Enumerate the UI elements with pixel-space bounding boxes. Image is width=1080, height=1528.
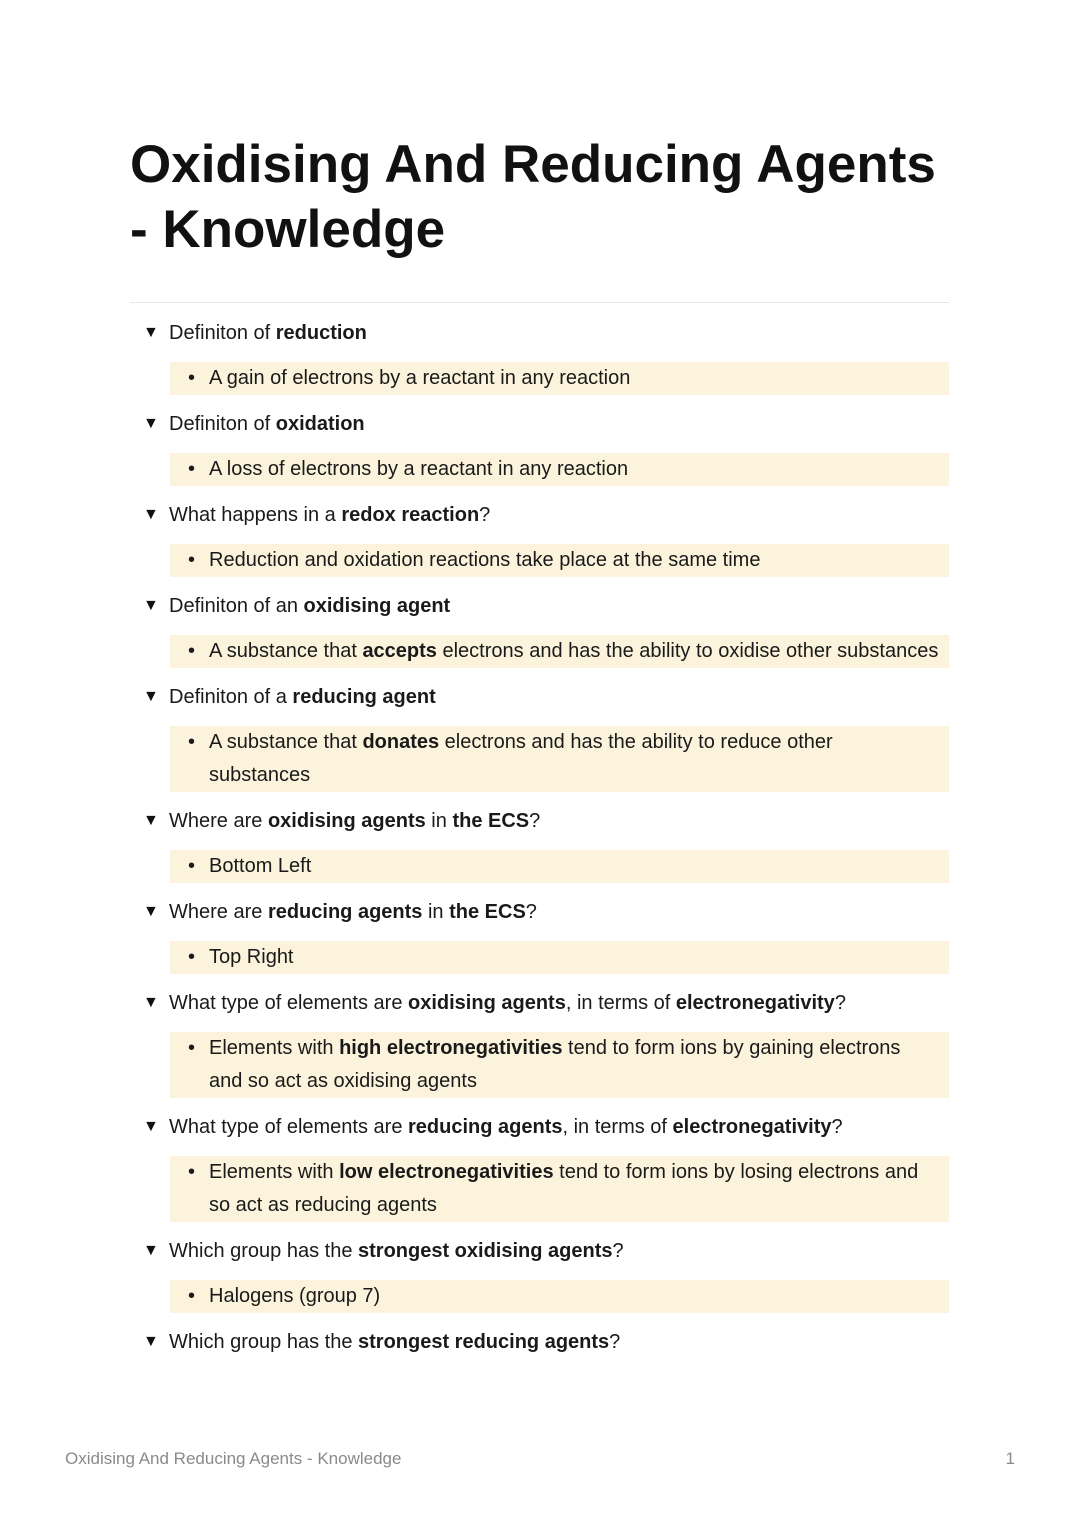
text: ? <box>529 809 541 832</box>
toggle-triangle-icon[interactable]: ▼ <box>143 415 159 432</box>
question-text <box>169 595 450 618</box>
answer-text <box>209 941 294 974</box>
answer-callout <box>170 453 949 486</box>
divider <box>130 302 949 303</box>
bold-text: electronegativity <box>672 1115 832 1138</box>
answer-text <box>209 1280 380 1313</box>
answer-callout <box>170 941 949 974</box>
text: , in terms of <box>562 1115 673 1138</box>
bullet-icon: • <box>188 549 196 571</box>
bold-text: redox reaction <box>341 503 480 526</box>
text: ? <box>479 503 491 526</box>
question-text <box>169 810 540 833</box>
question-text <box>169 992 846 1015</box>
question-text <box>169 413 365 436</box>
bold-text: electronegativity <box>675 991 835 1014</box>
toggle-question[interactable] <box>143 804 949 838</box>
text: Definiton of an <box>169 594 304 617</box>
toggle-question[interactable] <box>143 1110 949 1144</box>
bold-text: oxidation <box>275 412 365 435</box>
question-text <box>169 901 537 924</box>
toggle-triangle-icon[interactable]: ▼ <box>143 1242 159 1259</box>
answer-callout <box>170 1156 949 1222</box>
question-text <box>169 504 490 527</box>
text: Halogens (group 7) <box>209 1285 381 1307</box>
toggle-question[interactable] <box>143 986 949 1020</box>
text: ? <box>831 1115 843 1138</box>
question-text <box>169 1240 624 1263</box>
text: A loss of electrons by a reactant in any reaction <box>209 458 629 480</box>
page-title: Oxidising And Reducing Agents - Knowledge <box>130 135 936 259</box>
text: Top Right <box>209 946 294 968</box>
text: Where are <box>169 900 268 923</box>
text: A substance that <box>209 731 363 753</box>
bold-text: reducing agents <box>267 900 423 923</box>
toggle-question[interactable] <box>143 895 949 929</box>
toggle-triangle-icon[interactable]: ▼ <box>143 812 159 829</box>
bullet-icon: • <box>188 458 196 480</box>
answer-callout <box>170 635 949 668</box>
text: ? <box>834 991 846 1014</box>
answer-callout <box>170 726 949 792</box>
answer-text <box>209 635 938 668</box>
bold-text: reducing agent <box>292 685 436 708</box>
bold-text: accepts <box>362 640 437 662</box>
answer-callout <box>170 1032 949 1098</box>
toggle-list <box>143 316 949 1371</box>
text: Where are <box>169 809 268 832</box>
text: , in terms of <box>565 991 676 1014</box>
answer-text <box>209 1032 939 1098</box>
bold-text: oxidising agent <box>303 594 451 617</box>
text: electrons and has the ability to oxidise other substances <box>436 640 939 662</box>
toggle-question[interactable] <box>143 498 949 532</box>
toggle-triangle-icon[interactable]: ▼ <box>143 1118 159 1135</box>
toggle-triangle-icon[interactable]: ▼ <box>143 506 159 523</box>
text: What type of elements are <box>169 1115 409 1138</box>
text: What type of elements are <box>169 991 409 1014</box>
answer-text <box>209 850 311 883</box>
text: in <box>422 900 450 923</box>
answer-callout <box>170 850 949 883</box>
answer-text <box>209 1156 939 1222</box>
bold-text: strongest oxidising agents <box>358 1239 613 1262</box>
bullet-icon: • <box>188 1037 196 1059</box>
toggle-question[interactable] <box>143 407 949 441</box>
text: Which group has the <box>169 1330 358 1353</box>
footer-title: Oxidising And Reducing Agents - Knowledge <box>65 1449 402 1468</box>
answer-text <box>209 544 760 577</box>
text: Definiton of <box>169 412 276 435</box>
bold-text: strongest reducing agents <box>358 1330 610 1353</box>
toggle-triangle-icon[interactable]: ▼ <box>143 688 159 705</box>
text: A gain of electrons by a reactant in any reaction <box>209 367 631 389</box>
bullet-icon: • <box>188 855 196 877</box>
question-text <box>169 322 367 345</box>
text: ? <box>609 1330 621 1353</box>
toggle-triangle-icon[interactable]: ▼ <box>143 994 159 1011</box>
bold-text: reducing agents <box>408 1115 563 1138</box>
text: ? <box>612 1239 624 1262</box>
answer-text <box>209 726 939 792</box>
answer-callout <box>170 544 949 577</box>
bullet-icon: • <box>188 946 196 968</box>
bold-text: reduction <box>275 321 367 344</box>
question-text <box>169 1331 620 1354</box>
toggle-triangle-icon[interactable]: ▼ <box>143 903 159 920</box>
text: in <box>425 809 453 832</box>
text: Bottom Left <box>209 855 312 877</box>
bullet-icon: • <box>188 640 196 662</box>
bold-text: oxidising agents <box>408 991 566 1014</box>
bold-text: oxidising agents <box>267 809 426 832</box>
toggle-question[interactable] <box>143 589 949 623</box>
bullet-icon: • <box>188 1161 196 1183</box>
text: Which group has the <box>169 1239 358 1262</box>
text: electrons and has the ability to reduce other substances <box>209 731 833 786</box>
text: Reduction and oxidation reactions take place at the same time <box>209 549 761 571</box>
bold-text: donates <box>362 731 440 753</box>
text: ? <box>525 900 537 923</box>
answer-callout <box>170 362 949 395</box>
toggle-triangle-icon[interactable]: ▼ <box>143 1333 159 1350</box>
text: tend to form ions by gaining electrons and so act as oxidising agents <box>209 1037 901 1092</box>
toggle-triangle-icon[interactable]: ▼ <box>143 324 159 341</box>
page-number: 1 <box>1005 1449 1015 1468</box>
text: Definiton of <box>169 321 276 344</box>
toggle-question[interactable] <box>143 680 949 714</box>
question-text <box>169 686 436 709</box>
bullet-icon: • <box>188 1285 196 1307</box>
answer-callout <box>170 1280 949 1313</box>
text: What happens in a <box>169 503 342 526</box>
toggle-question[interactable] <box>143 1325 949 1359</box>
toggle-question[interactable] <box>143 1234 949 1268</box>
text: tend to form ions by losing electrons and so act as reducing agents <box>209 1161 919 1216</box>
bullet-icon: • <box>188 367 196 389</box>
bold-text: low electronegativities <box>339 1161 554 1183</box>
text: A substance that <box>209 640 363 662</box>
text: Elements with <box>209 1037 340 1059</box>
bold-text: the ECS <box>449 900 526 923</box>
bullet-icon: • <box>188 731 196 753</box>
answer-text <box>209 453 628 486</box>
toggle-triangle-icon[interactable]: ▼ <box>143 597 159 614</box>
answer-text <box>209 362 630 395</box>
text: Elements with <box>209 1161 340 1183</box>
bold-text: high electronegativities <box>339 1037 563 1059</box>
toggle-question[interactable] <box>143 316 949 350</box>
question-text <box>169 1116 843 1139</box>
text: Definiton of a <box>169 685 293 708</box>
bold-text: the ECS <box>452 809 530 832</box>
